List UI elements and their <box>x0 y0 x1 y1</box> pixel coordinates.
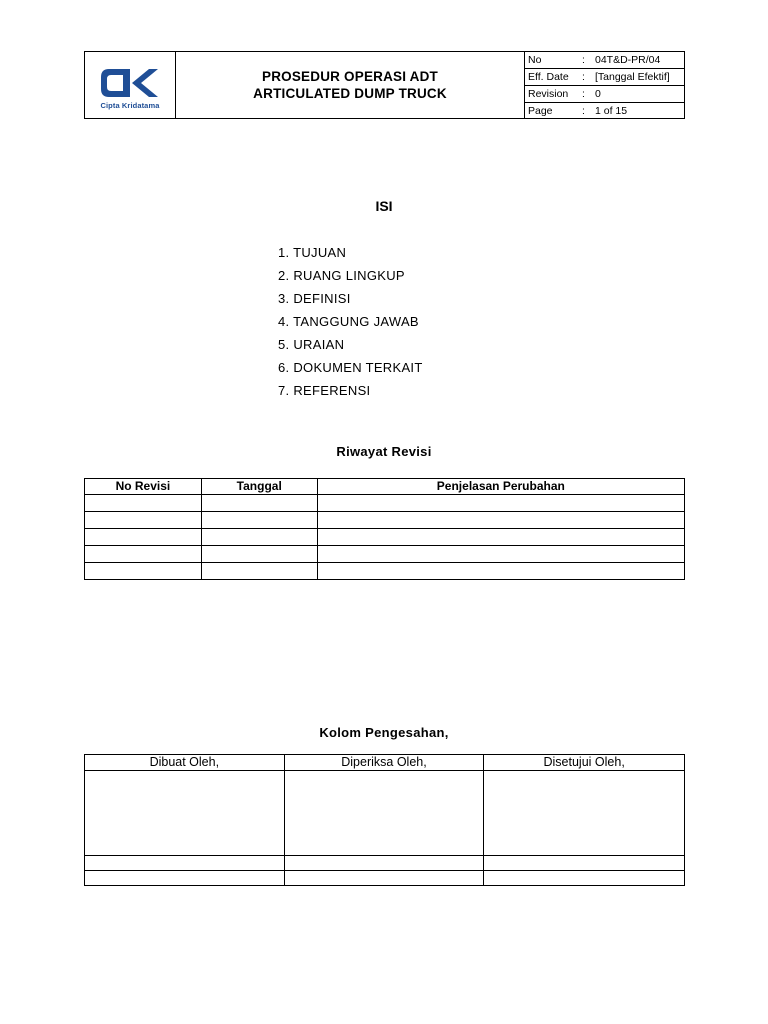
logo-text: Cipta Kridatama <box>100 101 160 110</box>
table-cell <box>201 529 317 546</box>
column-header: Penjelasan Perubahan <box>317 479 684 495</box>
signature-row <box>85 771 685 856</box>
name-cell <box>284 856 484 871</box>
table-cell <box>201 512 317 529</box>
table-cell <box>317 512 684 529</box>
title-line-2: ARTICULATED DUMP TRUCK <box>253 86 447 101</box>
date-row <box>85 871 685 886</box>
meta-value: [Tanggal Efektif] <box>595 71 670 83</box>
column-header: No Revisi <box>85 479 202 495</box>
document-meta <box>525 52 684 118</box>
table-header-row <box>85 479 685 495</box>
toc-item: 3. DEFINISI <box>278 291 351 306</box>
table-row <box>85 495 685 512</box>
table-of-contents <box>278 244 423 405</box>
table-cell <box>85 546 202 563</box>
toc-item: 4. TANGGUNG JAWAB <box>278 314 419 329</box>
meta-colon: : <box>582 88 585 100</box>
table-cell <box>201 495 317 512</box>
toc-item: 6. DOKUMEN TERKAIT <box>278 360 423 375</box>
table-cell <box>317 529 684 546</box>
table-cell <box>317 495 684 512</box>
document-title <box>176 52 525 118</box>
table-cell <box>85 563 202 580</box>
table-cell <box>317 546 684 563</box>
ck-logo-icon <box>99 66 161 100</box>
meta-row-no <box>525 52 684 69</box>
column-header: Dibuat Oleh, <box>85 755 285 771</box>
meta-label: No <box>528 54 542 66</box>
signature-cell <box>484 771 685 856</box>
company-logo <box>85 52 176 118</box>
toc-item: 1. TUJUAN <box>278 245 347 260</box>
revision-history-heading: Riwayat Revisi <box>336 444 432 459</box>
approval-heading: Kolom Pengesahan, <box>319 725 449 740</box>
meta-row-revision <box>525 86 684 103</box>
table-header-row <box>85 755 685 771</box>
toc-item: 5. URAIAN <box>278 337 345 352</box>
name-row <box>85 856 685 871</box>
revision-history-table <box>84 478 685 580</box>
meta-row-eff-date <box>525 69 684 86</box>
meta-value: 0 <box>595 88 601 100</box>
table-row <box>85 546 685 563</box>
table-cell <box>85 495 202 512</box>
table-row <box>85 563 685 580</box>
column-header: Tanggal <box>201 479 317 495</box>
meta-row-page <box>525 103 684 119</box>
meta-label: Revision <box>528 88 569 100</box>
table-cell <box>201 546 317 563</box>
table-cell <box>85 512 202 529</box>
meta-colon: : <box>582 105 585 117</box>
table-row <box>85 512 685 529</box>
meta-value: 04T&D-PR/04 <box>595 54 661 66</box>
date-cell <box>85 871 285 886</box>
date-cell <box>484 871 685 886</box>
isi-heading: ISI <box>375 198 393 214</box>
meta-label: Page <box>528 105 553 117</box>
toc-item: 2. RUANG LINGKUP <box>278 268 405 283</box>
document-header <box>84 51 685 119</box>
signature-cell <box>284 771 484 856</box>
meta-colon: : <box>582 71 585 83</box>
approval-table <box>84 754 685 886</box>
meta-colon: : <box>582 54 585 66</box>
date-cell <box>284 871 484 886</box>
table-cell <box>85 529 202 546</box>
signature-cell <box>85 771 285 856</box>
meta-value: 1 of 15 <box>595 105 628 117</box>
table-cell <box>201 563 317 580</box>
title-line-1: PROSEDUR OPERASI ADT <box>261 69 439 84</box>
table-row <box>85 529 685 546</box>
name-cell <box>85 856 285 871</box>
column-header: Diperiksa Oleh, <box>284 755 484 771</box>
table-cell <box>317 563 684 580</box>
toc-item: 7. REFERENSI <box>278 383 371 398</box>
column-header: Disetujui Oleh, <box>484 755 685 771</box>
name-cell <box>484 856 685 871</box>
meta-label: Eff. Date <box>528 71 569 83</box>
